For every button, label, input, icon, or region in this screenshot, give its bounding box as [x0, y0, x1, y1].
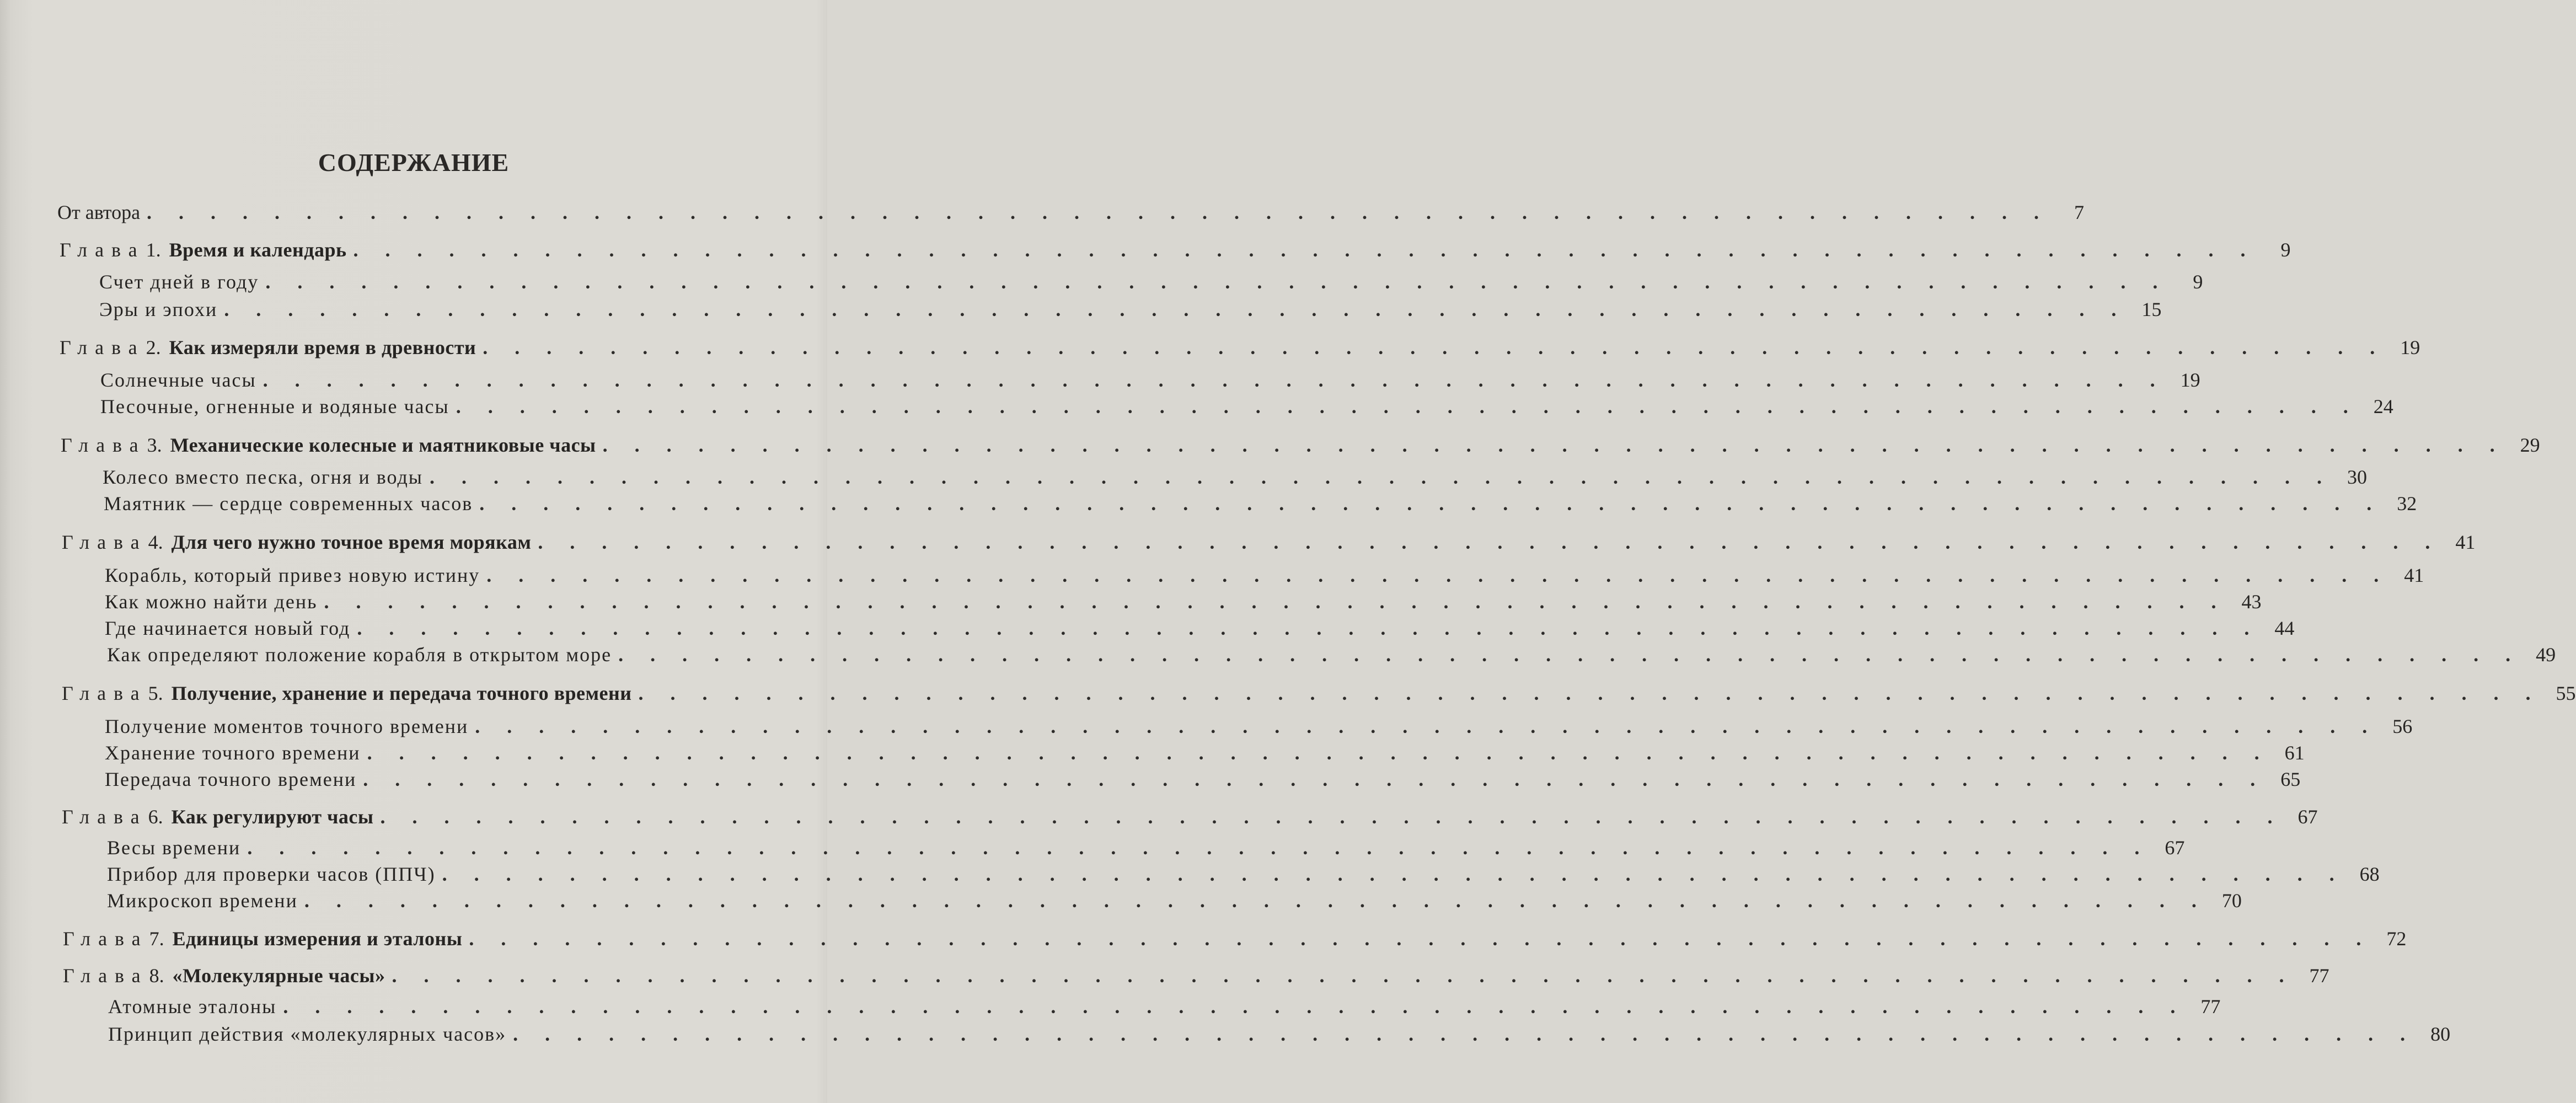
- dot-leader: . . . . . . . . . . . . . . . . . . . . . . . . . . . . . . . . . . . . . . . . . . . . . . . . . . . . . . . . . . . .: [380, 806, 2284, 828]
- toc-page-number: 9: [2280, 239, 2291, 261]
- toc-page-number: 77: [2200, 995, 2221, 1018]
- chapter-prefix: Глава: [62, 531, 147, 553]
- toc-page-number: 72: [2386, 928, 2407, 950]
- toc-page-number: 67: [2297, 806, 2318, 828]
- section-title: Где начинается новый год: [105, 617, 351, 639]
- dot-leader: . . . . . . . . . . . . . . . . . . . . . . . . . . . . . . . . . . . . . . . . . . . . . . . . . . . . . . . . . . . .: [538, 531, 2441, 553]
- section-title: Микроскоп времени: [107, 890, 298, 912]
- dot-leader: . . . . . . . . . . . . . . . . . . . . . . . . . . . . . . . . . . . . . . . . . . . . . . . . . . . . . . . . . . . .: [429, 466, 2333, 488]
- toc-page-number: 49: [2536, 644, 2556, 666]
- dot-leader: . . . . . . . . . . . . . . . . . . . . . . . . . . . . . . . . . . . . . . . . . . . . . . . . . . . . . . . . . . . .: [304, 890, 2208, 912]
- chapter-number: 3.: [147, 434, 167, 456]
- toc-page-number: 61: [2284, 742, 2305, 764]
- chapter-title: «Молекулярные часы»: [172, 965, 385, 987]
- toc-chapter-row: [60, 236, 2291, 264]
- chapter-number: 4.: [148, 531, 168, 553]
- section-title: Хранение точного времени: [105, 742, 361, 764]
- chapter-number: 7.: [149, 928, 169, 950]
- chapter-heading: [63, 925, 462, 952]
- dot-leader: . . . . . . . . . . . . . . . . . . . . . . . . . . . . . . . . . . . . . . . . . . . . . . . . . . . . . . . . . . . .: [638, 682, 2542, 704]
- toc-section-row: [107, 887, 2242, 914]
- chapter-heading: [62, 528, 531, 556]
- section-title: Как определяют положение корабля в открытом море: [107, 644, 612, 666]
- dot-leader: . . . . . . . . . . . . . . . . . . . . . . . . . . . . . . . . . . . . . . . . . . . . . . . . . . . . . . . . . . . .: [147, 201, 2050, 223]
- toc-section-row: [100, 366, 2200, 394]
- toc-page-number: 7: [2074, 201, 2085, 223]
- toc-section-row: [107, 834, 2185, 861]
- toc-page-number: 32: [2397, 492, 2417, 515]
- section-title: Прибор для проверки часов (ППЧ): [107, 863, 436, 885]
- toc-page-number: 41: [2455, 531, 2476, 553]
- toc-section-row: [99, 268, 2203, 296]
- dot-leader: . . . . . . . . . . . . . . . . . . . . . . . . . . . . . . . . . . . . . . . . . . . . . . . . . . . . . . . . . . . .: [479, 492, 2383, 515]
- chapter-title: Как измеряли время в древности: [169, 336, 476, 358]
- section-title: Корабль, который привез новую истину: [105, 564, 480, 586]
- chapter-number: 8.: [149, 965, 169, 987]
- chapter-heading: [62, 679, 632, 707]
- dot-leader: . . . . . . . . . . . . . . . . . . . . . . . . . . . . . . . . . . . . . . . . . . . . . . . . . . . . . . . . . . . .: [602, 434, 2506, 456]
- chapter-number: 1.: [146, 239, 166, 261]
- toc-page-number: 80: [2430, 1023, 2451, 1045]
- chapter-prefix: Глава: [63, 965, 148, 987]
- chapter-heading: [60, 334, 476, 361]
- dot-leader: . . . . . . . . . . . . . . . . . . . . . . . . . . . . . . . . . . . . . . . . . . . . . . . . . . . . . . . . . . . .: [363, 768, 2267, 790]
- chapter-number: 2.: [146, 336, 166, 358]
- section-title: Весы времени: [107, 837, 241, 859]
- toc-chapter-row: [62, 679, 2576, 707]
- toc-page-number: 41: [2404, 564, 2424, 586]
- toc-chapter-row: [61, 431, 2540, 459]
- dot-leader: . . . . . . . . . . . . . . . . . . . . . . . . . . . . . . . . . . . . . . . . . . . . . . . . . . . . . . . . . . . .: [353, 239, 2257, 261]
- chapter-heading: [63, 962, 385, 989]
- chapter-prefix: Глава: [62, 682, 147, 704]
- toc-chapter-row: [62, 803, 2318, 831]
- dot-leader: . . . . . . . . . . . . . . . . . . . . . . . . . . . . . . . . . . . . . . . . . . . . . . . . . . . . . . . . . . . .: [513, 1023, 2417, 1045]
- dot-leader: . . . . . . . . . . . . . . . . . . . . . . . . . . . . . . . . . . . . . . . . . . . . . . . . . . . . . . . . . . . .: [469, 928, 2373, 950]
- toc-page-number: 65: [2280, 768, 2301, 790]
- chapter-number: 5.: [148, 682, 168, 704]
- section-title: Получение моментов точного времени: [105, 715, 469, 737]
- toc-section-row: [105, 739, 2305, 767]
- toc-page-number: 19: [2400, 336, 2420, 358]
- toc-section-row: [99, 296, 2162, 323]
- chapter-prefix: Глава: [60, 336, 145, 358]
- toc-page-number: 30: [2347, 466, 2367, 488]
- section-title: Солнечные часы: [100, 369, 256, 391]
- toc-entry-intro: [57, 199, 2085, 226]
- chapter-heading: [61, 431, 596, 459]
- dot-leader: . . . . . . . . . . . . . . . . . . . . . . . . . . . . . . . . . . . . . . . . . . . . . . . . . . . . . . . . . . . .: [475, 715, 2379, 737]
- dot-leader: . . . . . . . . . . . . . . . . . . . . . . . . . . . . . . . . . . . . . . . . . . . . . . . . . . . . . . . . . . . .: [392, 965, 2295, 987]
- chapter-heading: [62, 803, 373, 831]
- dot-leader: . . . . . . . . . . . . . . . . . . . . . . . . . . . . . . . . . . . . . . . . . . . . . . . . . . . . . . . . . . . .: [324, 591, 2227, 613]
- page-title: СОДЕРЖАНИЕ: [318, 148, 510, 176]
- chapter-title: Механические колесные и маятниковые часы: [170, 434, 596, 456]
- section-title: Атомные эталоны: [108, 995, 277, 1018]
- toc-page-number: 56: [2392, 715, 2413, 737]
- toc-page-number: 68: [2359, 863, 2380, 885]
- toc-page-number: 24: [2373, 395, 2393, 417]
- chapter-title: Единицы измерения и эталоны: [172, 928, 463, 950]
- chapter-prefix: Глава: [62, 806, 147, 828]
- dot-leader: . . . . . . . . . . . . . . . . . . . . . . . . . . . . . . . . . . . . . . . . . . . . . . . . . . . . . . . . . . . .: [483, 336, 2386, 358]
- section-title: Передача точного времени: [105, 768, 357, 790]
- dot-leader: . . . . . . . . . . . . . . . . . . . . . . . . . . . . . . . . . . . . . . . . . . . . . . . . . . . . . . . . . . . .: [442, 863, 2345, 885]
- toc-section-row: [105, 561, 2424, 589]
- toc-section-row: [108, 993, 2221, 1020]
- dot-leader: . . . . . . . . . . . . . . . . . . . . . . . . . . . . . . . . . . . . . . . . . . . . . . . . . . . . . . . . . . . .: [247, 837, 2151, 859]
- toc-page-number: 9: [2193, 271, 2203, 293]
- dot-leader: . . . . . . . . . . . . . . . . . . . . . . . . . . . . . . . . . . . . . . . . . . . . . . . . . . . . . . . . . . . .: [265, 271, 2169, 293]
- toc-page-number: 77: [2309, 965, 2329, 987]
- dot-leader: . . . . . . . . . . . . . . . . . . . . . . . . . . . . . . . . . . . . . . . . . . . . . . . . . . . . . . . . . . . .: [283, 995, 2187, 1018]
- chapter-number: 6.: [148, 806, 168, 828]
- toc-chapter-row: [62, 528, 2476, 556]
- toc-section-row: [107, 641, 2556, 668]
- toc-section-row: [104, 490, 2417, 517]
- section-title: Счет дней в году: [99, 271, 259, 293]
- chapter-prefix: Глава: [60, 239, 145, 261]
- chapter-title: Получение, хранение и передача точного времени: [171, 682, 632, 704]
- toc-page-number: 55: [2556, 682, 2576, 704]
- dot-leader: . . . . . . . . . . . . . . . . . . . . . . . . . . . . . . . . . . . . . . . . . . . . . . . . . . . . . . . . . . . .: [357, 617, 2261, 639]
- toc-page-number: 67: [2165, 837, 2185, 859]
- chapter-title: Время и календарь: [169, 239, 347, 261]
- toc-page-number: 70: [2221, 890, 2242, 912]
- toc-section-row: [107, 860, 2380, 888]
- dot-leader: . . . . . . . . . . . . . . . . . . . . . . . . . . . . . . . . . . . . . . . . . . . . . . . . . . . . . . . . . . . .: [456, 395, 2359, 417]
- toc-section-row: [105, 614, 2295, 642]
- chapter-heading: [60, 236, 347, 264]
- toc-page-number: 43: [2241, 591, 2262, 613]
- chapter-title: Для чего нужно точное время морякам: [171, 531, 532, 553]
- toc-section-row: [105, 765, 2301, 793]
- section-title: Колесо вместо песка, огня и воды: [103, 466, 423, 488]
- toc-section-row: [105, 588, 2262, 615]
- dot-leader: . . . . . . . . . . . . . . . . . . . . . . . . . . . . . . . . . . . . . . . . . . . . . . . . . . . . . . . . . . . .: [224, 298, 2128, 320]
- toc-section-row: [100, 393, 2393, 420]
- toc-page-number: 29: [2520, 434, 2540, 456]
- chapter-prefix: Глава: [63, 928, 148, 950]
- dot-leader: . . . . . . . . . . . . . . . . . . . . . . . . . . . . . . . . . . . . . . . . . . . . . . . . . . . . . . . . . . . .: [367, 742, 2270, 764]
- section-title: Как можно найти день: [105, 591, 318, 613]
- section-title: Маятник — сердце современных часов: [104, 492, 473, 515]
- section-title: Песочные, огненные и водяные часы: [100, 395, 449, 417]
- toc-section-row: [108, 1020, 2451, 1048]
- toc-chapter-row: [60, 334, 2420, 361]
- toc-page-number: 15: [2141, 298, 2162, 320]
- toc-chapter-row: [63, 925, 2407, 952]
- dot-leader: . . . . . . . . . . . . . . . . . . . . . . . . . . . . . . . . . . . . . . . . . . . . . . . . . . . . . . . . . . . .: [263, 369, 2166, 391]
- toc-section-row: [103, 463, 2367, 491]
- chapter-prefix: Глава: [61, 434, 146, 456]
- toc-section-row: [105, 713, 2413, 740]
- toc-page-number: 44: [2274, 617, 2295, 639]
- toc-chapter-row: [63, 962, 2329, 989]
- toc-entry-title: От автора: [57, 201, 141, 223]
- section-title: Принцип действия «молекулярных часов»: [108, 1023, 507, 1045]
- dot-leader: . . . . . . . . . . . . . . . . . . . . . . . . . . . . . . . . . . . . . . . . . . . . . . . . . . . . . . . . . . . .: [618, 644, 2522, 666]
- toc-page-number: 19: [2180, 369, 2200, 391]
- chapter-title: Как регулируют часы: [171, 806, 374, 828]
- dot-leader: . . . . . . . . . . . . . . . . . . . . . . . . . . . . . . . . . . . . . . . . . . . . . . . . . . . . . . . . . . . .: [486, 564, 2390, 586]
- section-title: Эры и эпохи: [99, 298, 218, 320]
